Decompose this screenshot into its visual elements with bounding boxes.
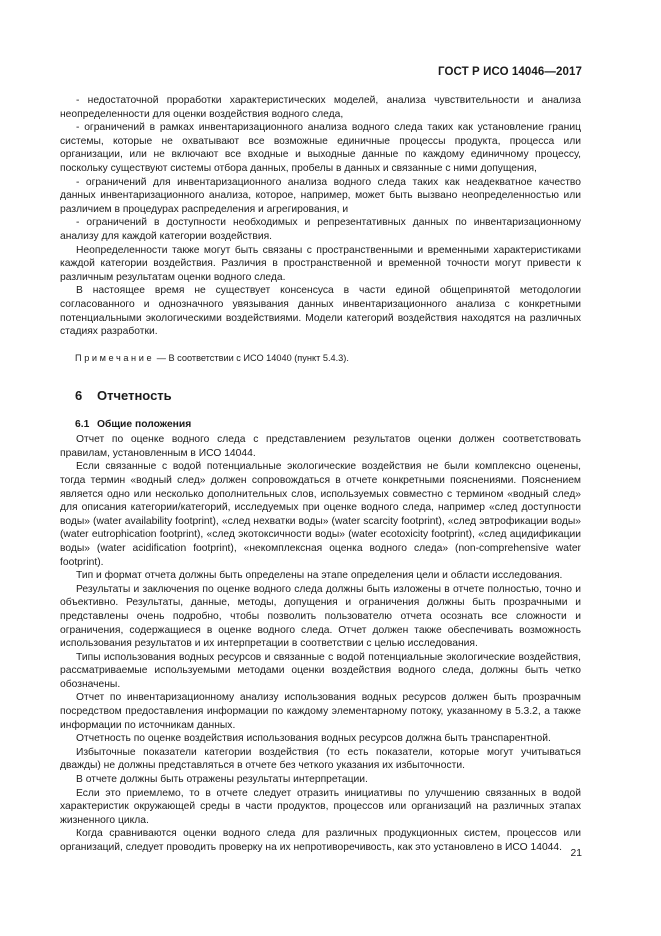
subsection-title: Общие положения [97, 419, 192, 431]
note-label: Примечание [75, 352, 155, 363]
section-number: 6 [75, 388, 83, 404]
paragraph: - недостаточной проработки характеристических моделей, анализа чувствительности и анализа неопределенности для оценки воздействия водного следа, [60, 95, 581, 120]
paragraph: В настоящее время не существует консенсуса в части единой общепринятой методологии согласованного и однозначного увязывания данных инвентаризационного анализа с конкретными потенциальными экологическими воздействиями. Модели категорий воздействия находятся на различных стадиях разработки. [60, 285, 581, 338]
paragraph: Отчет по инвентаризационному анализу использования водных ресурсов должен быть прозрачным посредством предоставления информации по каждому элементарному потоку, указанному в 5.3.2, а также информации по источникам данных. [60, 692, 581, 731]
subsection-heading [75, 418, 581, 432]
paragraph: - ограничений для инвентаризационного анализа водного следа таких как неадекватное качество данных инвентаризационного анализа, которое, например, может быть вызвано неопределенностью или различием в процедурах распределения и агрегирования, и [60, 176, 581, 215]
document-header: ГОСТ Р ИСО 14046—2017 [437, 66, 582, 78]
subsection-number: 6.1 [75, 419, 90, 431]
note-text: — В соответствии с ИСО 14040 (пункт 5.4.3). [154, 352, 349, 363]
paragraph: Избыточные показатели категории воздействия (то есть показатели, которые могут учитываться дважды) не должны представляться в отчете без четкого указания их избыточности. [60, 746, 581, 772]
page-content [60, 94, 581, 855]
note [60, 352, 581, 365]
section-heading [75, 388, 581, 404]
paragraph: Если это приемлемо, то в отчете следует отразить инициативы по улучшению связанных в водой характеристик окружающей среды в части продуктов, процессов или организаций на различных этапах жизненного цикла. [60, 787, 581, 826]
paragraph: Результаты и заключения по оценке водного следа должны быть изложены в отчете полностью, точно и объективно. Результаты, данные, методы, допущения и ограничения должны быть прозрачными и представлены очень подробно, чтобы позволить пользователю отчета осознать все сложности и ограничения, содержащиеся в оценке водного следа. Отчет должен также обеспечивать возможность использования результатов и их интерпретации в соответствии с целью исследования. [60, 583, 581, 650]
paragraph: Неопределенности также могут быть связаны с пространственными и временными характеристиками каждой категории воздействия. Различия в пространственной и временной точности могут привести к различным результатам оценки водного следа. [60, 244, 581, 283]
paragraph: Когда сравниваются оценки водного следа для различных продукционных систем, процессов или организаций, следует проводить проверку на их непротиворечивость, как это установлено в ИСО 14044. [60, 828, 581, 853]
paragraph: - ограничений в доступности необходимых и репрезентативных данных по инвентаризационному анализу для каждой категории воздействия. [60, 217, 581, 242]
paragraph: Отчет по оценке водного следа с представлением результатов оценки должен соответствовать правилам, установленным в ИСО 14044. [60, 434, 581, 459]
paragraph: Тип и формат отчета должны быть определены на этапе определения цели и области исследования. [76, 570, 563, 582]
paragraph: Типы использования водных ресурсов и связанные с водой потенциальные экологические воздействия, рассматриваемые используемыми методами оценки воздействия водного следа, должны быть четко обозначены. [60, 651, 581, 690]
page-number: 21 [570, 848, 582, 859]
paragraph: Отчетность по оценке воздействия использования водных ресурсов должна быть транспарентной. [76, 733, 551, 745]
paragraph: В отчете должны быть отражены результаты интерпретации. [76, 774, 368, 786]
paragraph: Если связанные с водой потенциальные экологические воздействия не были комплексно оценены, тогда термин «водный след» должен сопровождаться в отчете конкретными пояснениями. Пояснением является одно или несколько дополнительных слов, используемых совместно с термином «водный след» для описания категории/категорий, исследуемых при оценке водного следа, например «след доступности воды» (water availability footprint), «след нехватки воды» (water scarcity footprint), «след эвтрофикации воды» (water eutrophication footprint), «след экотоксичности воды» (water ecotoxicity footprint), «след ацидификации воды» (water acidification footprint), «некомплексная оценка водного следа» (non-comprehensive water footprint). [60, 461, 581, 568]
paragraph: - ограничений в рамках инвентаризационного анализа водного следа таких как установление границ системы, которые не охватывают все возможные единичные процессы продукта, процесса или организации, или не включают все входные и выходные данные по каждому единичному процессу, поскольку существуют системы отбора данных, пробелы в данных и связанные с ними допущения, [60, 122, 581, 174]
section-title: Отчетность [97, 388, 172, 404]
